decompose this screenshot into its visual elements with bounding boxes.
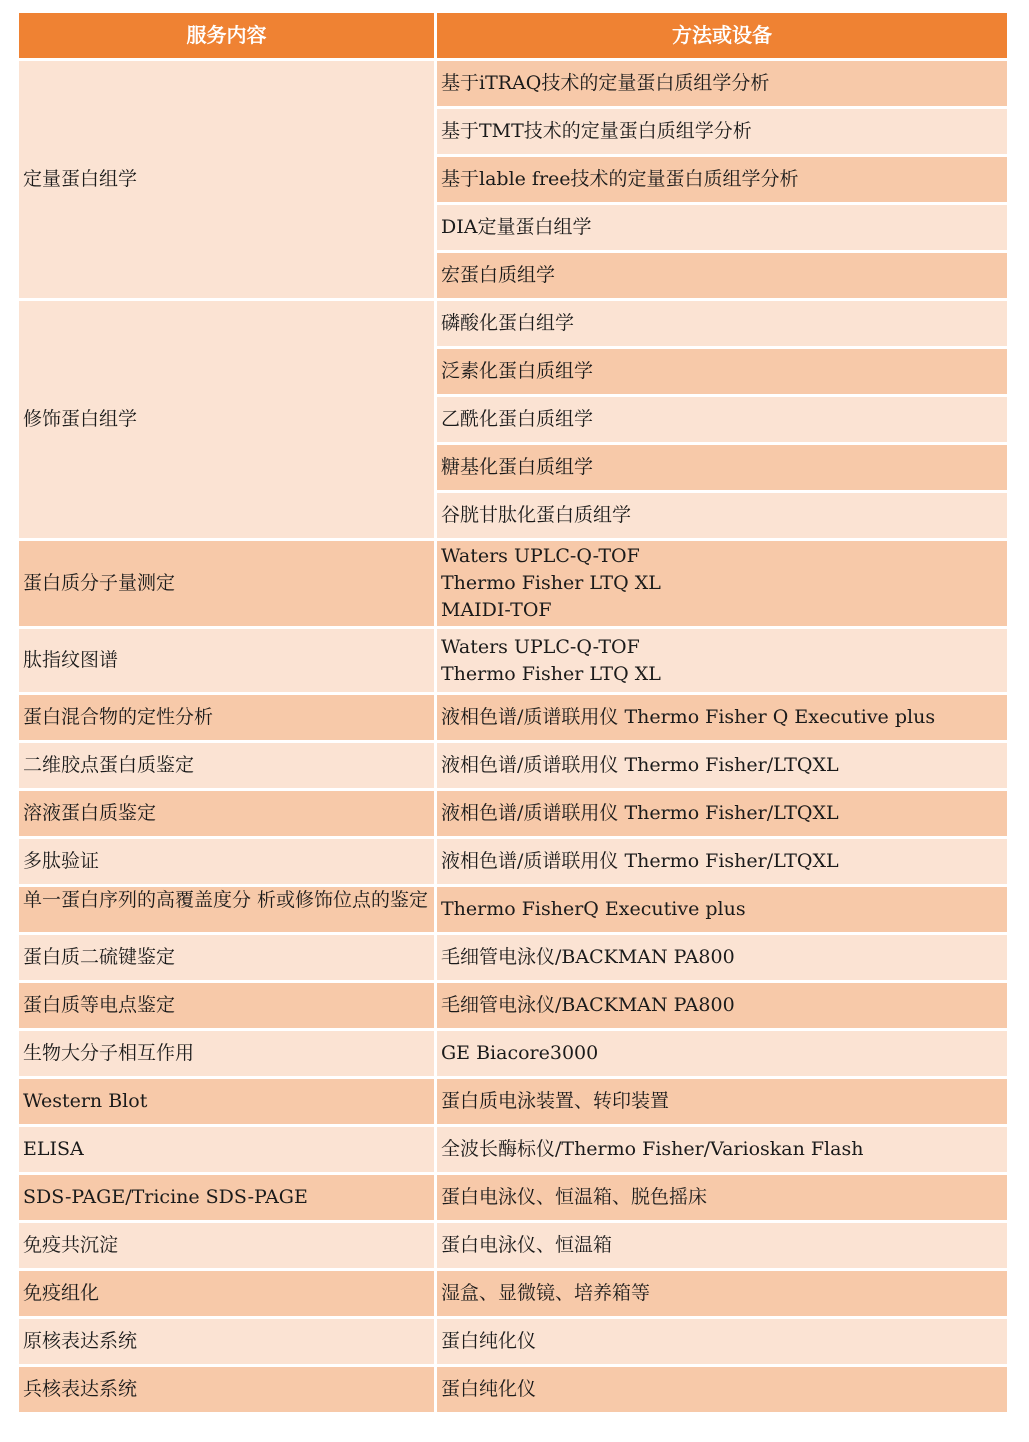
method-cell: 蛋白质电泳装置、转印装置 (437, 1079, 1007, 1127)
method-cell: 基于lable free技术的定量蛋白质组学分析 (437, 157, 1007, 205)
method-cell: 全波长酶标仪/Thermo Fisher/Varioskan Flash (437, 1127, 1007, 1175)
service-cell: 蛋白质二硫键鉴定 (19, 935, 437, 983)
method-cell: 糖基化蛋白质组学 (437, 445, 1007, 493)
service-cell: 溶液蛋白质鉴定 (19, 791, 437, 839)
method-line: MAIDI-TOF (441, 599, 552, 621)
service-cell: 蛋白质分子量测定 (19, 541, 437, 629)
method-cell: Thermo FisherQ Executive plus (437, 887, 1007, 935)
method-cell: 基于TMT技术的定量蛋白质组学分析 (437, 109, 1007, 157)
method-cell: GE Biacore3000 (437, 1031, 1007, 1079)
service-cell: 肽指纹图谱 (19, 629, 437, 695)
header-service: 服务内容 (19, 13, 437, 61)
service-cell: Western Blot (19, 1079, 437, 1127)
method-line: Waters UPLC-Q-TOF (441, 545, 640, 567)
method-cell: 蛋白纯化仪 (437, 1319, 1007, 1367)
method-cell: 液相色谱/质谱联用仪 Thermo Fisher/LTQXL (437, 839, 1007, 887)
method-cell: 泛素化蛋白质组学 (437, 349, 1007, 397)
service-cell: 单一蛋白序列的高覆盖度分 析或修饰位点的鉴定 (19, 887, 437, 935)
header-method: 方法或设备 (437, 13, 1007, 61)
service-cell: 二维胶点蛋白质鉴定 (19, 743, 437, 791)
service-cell: 蛋白混合物的定性分析 (19, 695, 437, 743)
service-cell: 生物大分子相互作用 (19, 1031, 437, 1079)
method-cell: 蛋白电泳仪、恒温箱 (437, 1223, 1007, 1271)
service-cell: 多肽验证 (19, 839, 437, 887)
method-cell: 谷胱甘肽化蛋白质组学 (437, 493, 1007, 541)
service-cell: ELISA (19, 1127, 437, 1175)
method-cell: 蛋白纯化仪 (437, 1367, 1007, 1415)
method-line: Thermo Fisher LTQ XL (441, 662, 661, 685)
method-cell: 毛细管电泳仪/BACKMAN PA800 (437, 983, 1007, 1031)
service-cell: SDS-PAGE/Tricine SDS-PAGE (19, 1175, 437, 1223)
method-cell: 液相色谱/质谱联用仪 Thermo Fisher/LTQXL (437, 791, 1007, 839)
method-cell: 液相色谱/质谱联用仪 Thermo Fisher Q Executive plus (437, 695, 1007, 743)
method-cell: 液相色谱/质谱联用仪 Thermo Fisher/LTQXL (437, 743, 1007, 791)
service-cell: 兵核表达系统 (19, 1367, 437, 1415)
service-cell: 免疫共沉淀 (19, 1223, 437, 1271)
method-cell: 磷酸化蛋白组学 (437, 301, 1007, 349)
method-cell: 宏蛋白质组学 (437, 253, 1007, 301)
method-cell: 基于iTRAQ技术的定量蛋白质组学分析 (437, 61, 1007, 109)
method-line: Waters UPLC-Q-TOF (441, 635, 640, 658)
service-cell: 定量蛋白组学 (19, 61, 437, 301)
service-cell: 蛋白质等电点鉴定 (19, 983, 437, 1031)
method-cell: 乙酰化蛋白质组学 (437, 397, 1007, 445)
service-table (19, 13, 1007, 1415)
method-cell: 湿盒、显微镜、培养箱等 (437, 1271, 1007, 1319)
method-line: Thermo Fisher LTQ XL (441, 572, 661, 594)
method-cell: DIA定量蛋白组学 (437, 205, 1007, 253)
method-cell (437, 541, 1007, 629)
service-cell: 修饰蛋白组学 (19, 301, 437, 541)
service-cell: 原核表达系统 (19, 1319, 437, 1367)
service-cell: 免疫组化 (19, 1271, 437, 1319)
method-cell: 蛋白电泳仪、恒温箱、脱色摇床 (437, 1175, 1007, 1223)
method-cell (437, 629, 1007, 695)
method-cell: 毛细管电泳仪/BACKMAN PA800 (437, 935, 1007, 983)
